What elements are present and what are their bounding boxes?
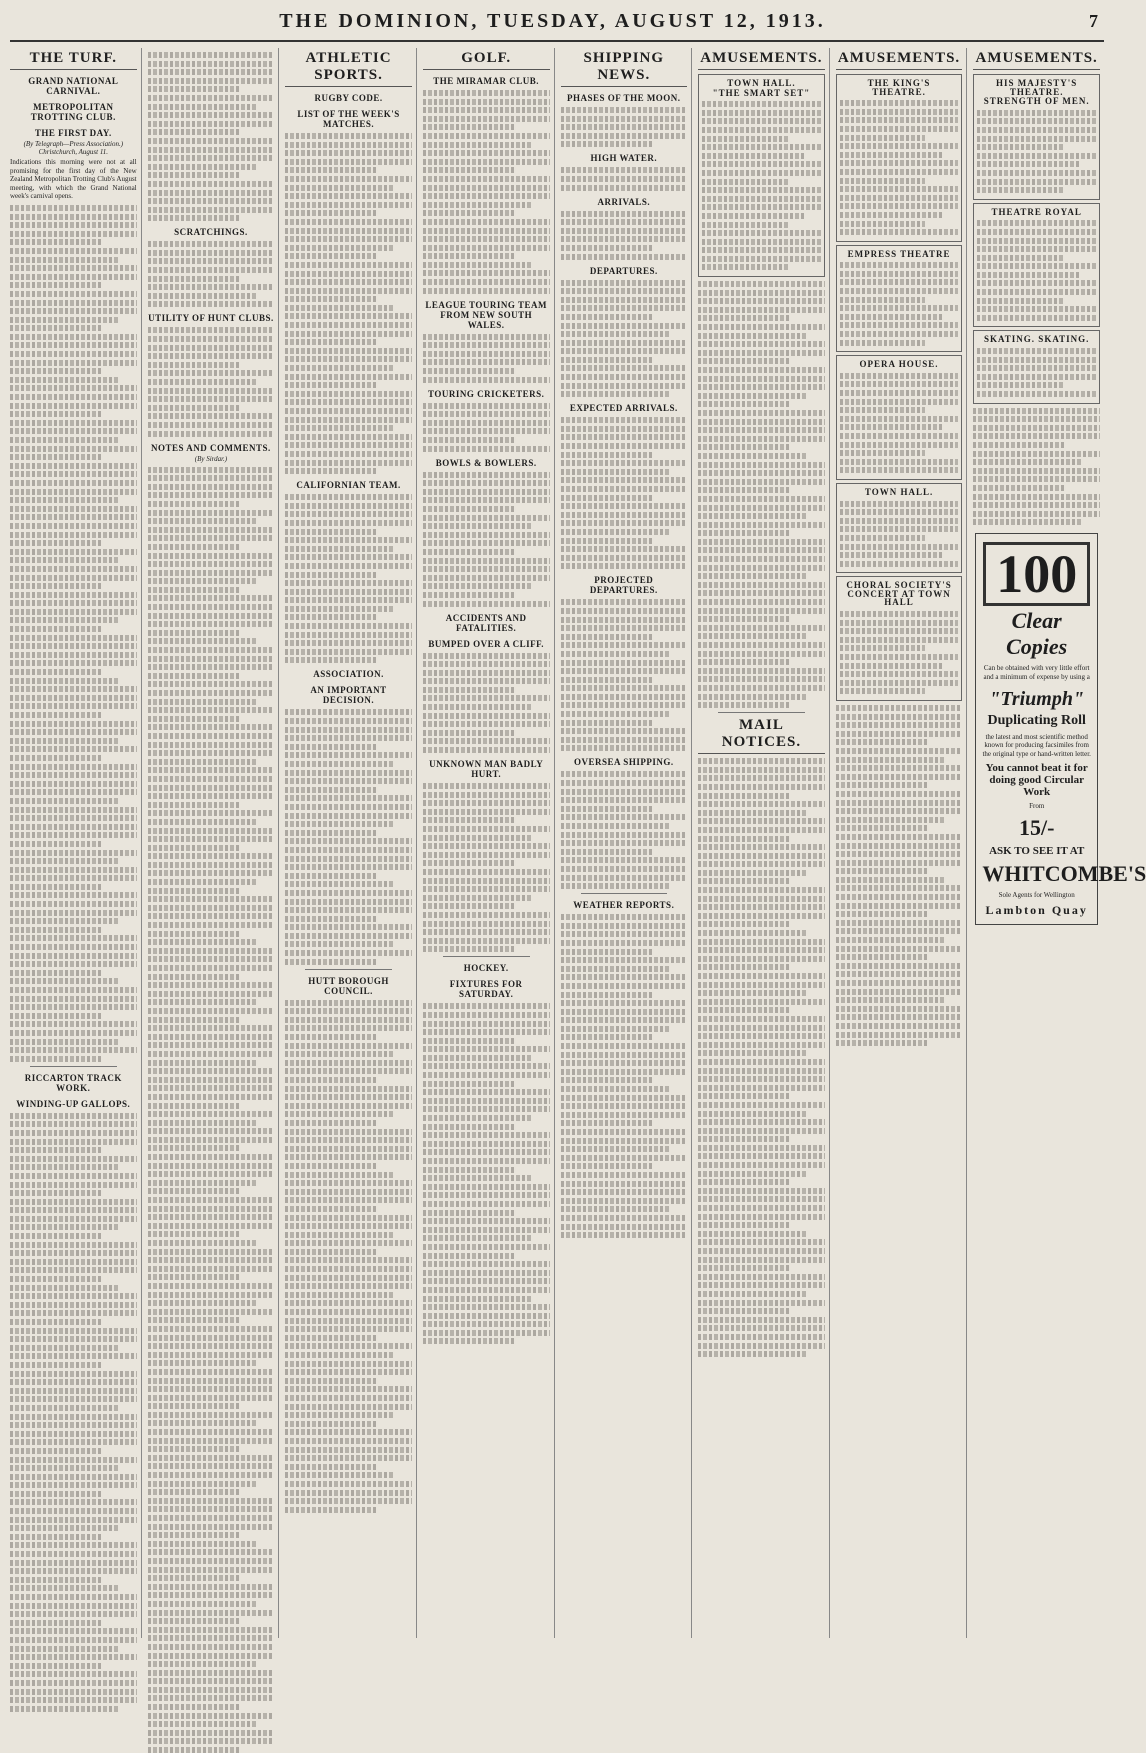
ad-text-block [840, 501, 959, 567]
advertisement [698, 74, 825, 277]
body-text-block [973, 408, 1100, 526]
article-heading: THE MIRAMAR CLUB. [433, 76, 540, 86]
article-heading: TOURING CRICKETERS. [428, 388, 545, 399]
ad-subtitle: "THE SMART SET" [712, 87, 811, 98]
masthead-title: THE DOMINION, TUESDAY, AUGUST 12, 1913. [279, 10, 826, 32]
article-subheading: METROPOLITAN TROTTING CLUB. [30, 102, 116, 122]
ad-price: 15/- [1018, 814, 1055, 840]
section-heading: ATHLETIC SPORTS. [285, 50, 412, 87]
body-text-block [423, 334, 550, 383]
body-text-block [148, 467, 275, 1753]
article-heading: HUTT BOROUGH COUNCIL. [308, 975, 389, 996]
byline: (By Sirdar.) [194, 454, 228, 463]
section-heading: AMUSEMENTS. [836, 50, 963, 70]
article-heading: HOCKEY. [463, 963, 509, 974]
advertisement [973, 74, 1100, 200]
column-athletic-sports [285, 48, 417, 1638]
body-text-block [423, 783, 550, 952]
body-text-block [148, 52, 275, 221]
article-heading: SCRATCHINGS. [174, 227, 248, 238]
column-shipping-news [561, 48, 693, 1638]
body-text-block [423, 403, 550, 452]
column-turf [10, 48, 142, 1638]
article-heading: RUGBY CODE. [314, 93, 383, 103]
body-text-block [285, 1000, 412, 1513]
ad-text-block [840, 611, 959, 694]
section-heading: SHIPPING NEWS. [561, 50, 688, 87]
ad-company: WHITCOMBE'S [982, 860, 1146, 886]
divider [443, 956, 530, 957]
ad-title: THEATRE ROYAL [991, 206, 1082, 217]
article-heading: BOWLS & BOWLERS. [435, 457, 537, 468]
article-heading: RICCARTON TRACK WORK. [24, 1072, 122, 1093]
ad-tagline: You cannot beat it for doing good Circular Work [985, 762, 1088, 799]
body-text-block [285, 709, 412, 964]
article-heading: GRAND NATIONAL CARNIVAL. [28, 76, 119, 96]
article-heading: NOTES AND COMMENTS. [151, 442, 271, 453]
article-subheading: PROJECTED DEPARTURES. [589, 575, 658, 596]
ad-text-block [840, 262, 959, 345]
body-text-block [698, 758, 825, 1357]
article-subheading: FIXTURES FOR SATURDAY. [449, 979, 523, 1000]
masthead [10, 10, 1104, 42]
ad-street: Lambton Quay [985, 903, 1088, 918]
advertisement [836, 483, 963, 573]
body-text-block [423, 653, 550, 754]
ad-title: TOWN HALL. [727, 78, 796, 88]
advertisement [836, 245, 963, 353]
column-racing-notes [148, 48, 280, 1638]
ad-text-block [702, 101, 821, 270]
article-paragraph: Indications this morning were not at all promising for the first day of the New Zealand Metropolitan Trotting Club's August meeting, with which the Grand National week's carnival opens. [10, 158, 137, 201]
body-text-block [561, 167, 688, 190]
column-amusements-3 [973, 48, 1146, 1638]
ad-price-label: From [1029, 802, 1045, 811]
body-text-block [561, 280, 688, 398]
article-subheading: HIGH WATER. [590, 153, 658, 164]
ad-text-block [977, 110, 1096, 193]
body-text-block [10, 1113, 137, 1712]
body-text-block [561, 599, 688, 751]
advertisement [973, 203, 1100, 328]
ad-text-block [840, 100, 959, 235]
article-heading: ACCIDENTS AND FATALITIES. [445, 612, 527, 633]
ad-text-block [977, 220, 1096, 321]
ad-title: OPERA HOUSE. [859, 359, 939, 370]
ad-title: TOWN HALL. [864, 486, 934, 497]
body-text-block [561, 771, 688, 889]
body-text-block [148, 327, 275, 436]
body-text-block [423, 90, 550, 294]
article-subheading: PHASES OF THE MOON. [567, 93, 681, 103]
section-heading: MAIL NOTICES. [698, 717, 825, 754]
article-subheading: EXPECTED ARRIVALS. [569, 403, 678, 414]
advertisement [836, 74, 963, 242]
divider [305, 969, 392, 970]
page-number: 7 [1089, 11, 1098, 31]
ad-agents: Sole Agents for Wellington [998, 890, 1075, 899]
body-text-block [10, 205, 137, 1062]
body-text-block [148, 241, 275, 307]
ad-intro: Can be obtained with very little effort and a minimum of expense by using a [983, 664, 1090, 681]
ad-text-block [977, 348, 1096, 397]
article-subheading: WINDING-UP GALLOPS. [16, 1098, 131, 1109]
advertisement [836, 576, 963, 701]
article-heading: CALIFORNIAN TEAM. [296, 480, 401, 491]
ad-brand: "Triumph" [989, 687, 1085, 710]
article-subheading: AN IMPORTANT DECISION. [310, 685, 387, 706]
article-heading: UTILITY OF HUNT CLUBS. [148, 313, 274, 324]
body-text-block [561, 211, 688, 260]
article-heading: ASSOCIATION. [313, 669, 384, 680]
ad-body: the latest and most scientific method known for producing facsimiles from the original type or hand-written letter. [982, 732, 1091, 758]
section-heading: THE TURF. [10, 50, 137, 70]
column-amusements-mail [698, 48, 830, 1638]
column-amusements-2 [836, 48, 968, 1638]
column-golf [423, 48, 555, 1638]
duplicating-roll-advertisement [975, 533, 1146, 925]
divider [581, 893, 668, 894]
article-subheading: ARRIVALS. [597, 196, 651, 207]
article-subheading: DEPARTURES. [589, 265, 658, 276]
body-text-block [561, 107, 688, 147]
body-text-block [561, 914, 688, 1238]
ad-title: EMPRESS THEATRE [847, 248, 951, 259]
ad-text-block [840, 373, 959, 474]
ad-cta: ASK TO SEE IT AT [989, 844, 1085, 857]
article-heading: LEAGUE TOURING TEAM FROM NEW SOUTH WALES. [425, 299, 547, 330]
body-text-block [423, 472, 550, 607]
ad-title: CHORAL SOCIETY'S CONCERT AT TOWN HALL [846, 580, 952, 608]
byline: (By Telegraph—Press Association.) Christchurch, August 11. [23, 140, 124, 156]
ad-headline: Clear Copies [1006, 608, 1068, 660]
body-text-block [836, 705, 963, 1046]
advertisement [836, 355, 963, 480]
ad-subtitle: STRENGTH OF MEN. [983, 96, 1090, 107]
ad-product: Duplicating Roll [987, 712, 1086, 728]
body-text-block [423, 1003, 550, 1344]
ad-title: SKATING. SKATING. [983, 334, 1090, 345]
section-heading: AMUSEMENTS. [698, 50, 825, 70]
article-subheading: LIST OF THE WEEK'S MATCHES. [297, 109, 400, 129]
section-heading: AMUSEMENTS. [973, 50, 1100, 70]
ad-title: THE KING'S THEATRE. [867, 78, 931, 97]
columns [10, 48, 1146, 1638]
body-text-block [698, 281, 825, 708]
body-text-block [285, 133, 412, 474]
body-text-block [561, 417, 688, 569]
section-heading: GOLF. [423, 50, 550, 70]
advertisement [973, 330, 1100, 403]
article-subheading: BUMPED OVER A CLIFF. [428, 638, 545, 649]
article-subheading: THE FIRST DAY. [34, 128, 112, 138]
divider [30, 1066, 117, 1067]
article-heading: WEATHER REPORTS. [573, 900, 675, 911]
ad-title: HIS MAJESTY'S THEATRE. [996, 78, 1078, 97]
divider [718, 712, 805, 713]
ad-number: 100 [983, 542, 1090, 606]
article-subheading: OVERSEA SHIPPING. [574, 757, 674, 768]
article-subheading: UNKNOWN MAN BADLY HURT. [429, 759, 544, 780]
body-text-block [285, 494, 412, 663]
